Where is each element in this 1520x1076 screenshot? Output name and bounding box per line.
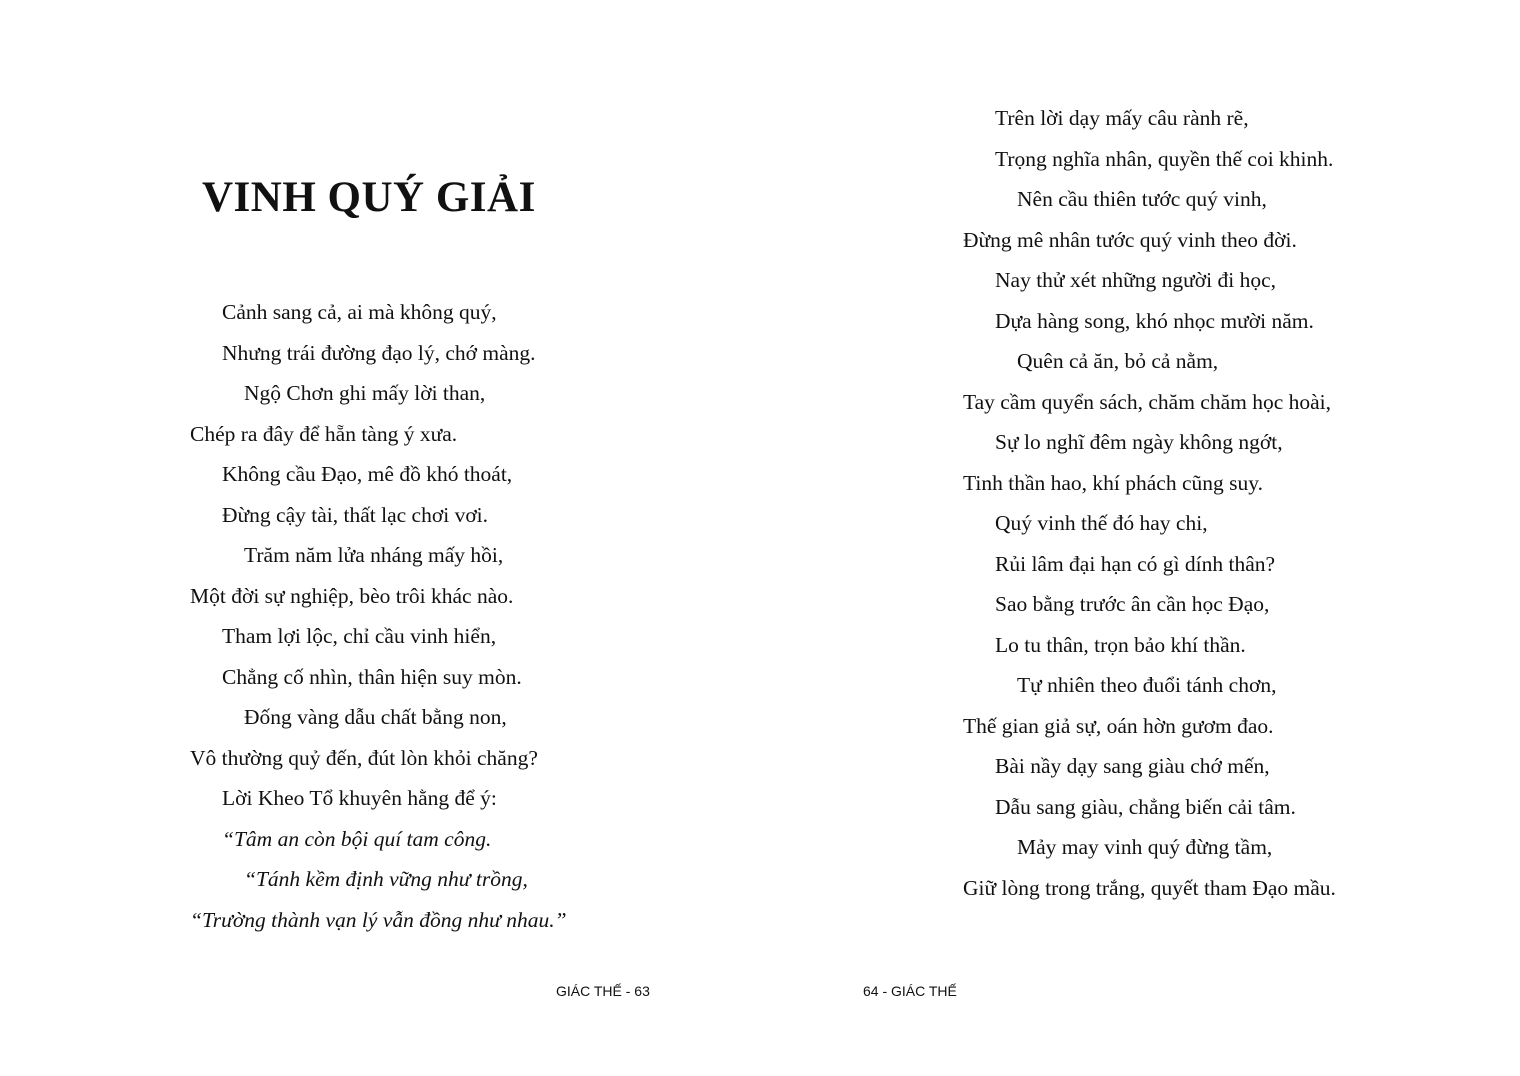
verse-line: Chẳng cố nhìn, thân hiện suy mòn. <box>222 664 522 689</box>
verse-line: Sao bằng trước ân cần học Đạo, <box>995 592 1270 616</box>
verse-line: “Tánh kềm định vững như trồng, <box>244 867 528 891</box>
verse-line: Rủi lâm đại hạn có gì dính thân? <box>995 551 1276 576</box>
verse-line: Tay cầm quyển sách, chăm chăm học hoài, <box>963 389 1332 414</box>
verse-line: Không cầu Đạo, mê đồ khó thoát, <box>222 462 513 486</box>
left-verse-list <box>190 292 567 940</box>
verse-line: Mảy may vinh quý đừng tầm, <box>1017 835 1273 859</box>
verse-line: Thế gian giả sự, oán hờn gươm đao. <box>963 713 1274 738</box>
verse-line: “Tâm an còn bội quí tam công. <box>222 826 492 851</box>
verse-line: Quý vinh thế đó hay chi, <box>995 511 1208 535</box>
verse-line: Tinh thần hao, khí phách cũng suy. <box>963 470 1263 495</box>
verse-line: Ngộ Chơn ghi mấy lời than, <box>244 381 486 405</box>
poem-title: VINH QUÝ GIẢI <box>202 174 536 221</box>
verse-line: Nên cầu thiên tước quý vinh, <box>1017 187 1267 211</box>
verse-line: Lời Kheo Tổ khuyên hằng để ý: <box>222 786 497 810</box>
verse-line: Trọng nghĩa nhân, quyền thế coi khinh. <box>995 146 1334 171</box>
verse-line: Bài nầy dạy sang giàu chớ mến, <box>995 754 1270 778</box>
verse-line: Đừng cậy tài, thất lạc chơi vơi. <box>222 502 489 527</box>
right-page <box>760 0 1520 1076</box>
verse-line: Chép ra đây để hẵn tàng ý xưa. <box>190 421 458 446</box>
verse-line: Nay thử xét những người đi học, <box>995 268 1277 292</box>
verse-line: Dựa hàng song, khó nhọc mười năm. <box>995 308 1314 333</box>
verse-line: Vô thường quỷ đến, đút lòn khỏi chăng? <box>190 745 538 770</box>
verse-line: Cảnh sang cả, ai mà không quý, <box>222 300 497 324</box>
verse-line: Tham lợi lộc, chỉ cầu vinh hiển, <box>222 624 497 648</box>
verse-line: Lo tu thân, trọn bảo khí thần. <box>995 632 1246 657</box>
verse-line: Nhưng trái đường đạo lý, chớ màng. <box>222 340 536 365</box>
verse-line: “Trường thành vạn lý vẫn đồng như nhau.” <box>190 907 567 932</box>
verse-line: Đống vàng dẫu chất bằng non, <box>244 705 507 729</box>
verse-line: Quên cả ăn, bỏ cả nằm, <box>1017 349 1219 373</box>
verse-line: Tự nhiên theo đuổi tánh chơn, <box>1017 673 1277 697</box>
verse-line: Dẫu sang giàu, chẳng biến cải tâm. <box>995 794 1296 819</box>
verse-line: Một đời sự nghiệp, bèo trôi khác nào. <box>190 583 514 608</box>
verse-line: Giữ lòng trong trắng, quyết tham Đạo mầu. <box>963 875 1336 900</box>
verse-line: Trên lời dạy mấy câu rành rẽ, <box>995 106 1249 130</box>
page-number-64: 64 - GIÁC THẾ <box>863 983 957 999</box>
verse-line: Đừng mê nhân tước quý vinh theo đời. <box>963 227 1297 252</box>
verse-line: Trăm năm lửa nháng mấy hồi, <box>244 543 504 567</box>
right-verse-list <box>963 98 1336 908</box>
verse-line: Sự lo nghĩ đêm ngày không ngớt, <box>995 430 1283 454</box>
page-number-63: GIÁC THẾ - 63 <box>556 983 650 999</box>
